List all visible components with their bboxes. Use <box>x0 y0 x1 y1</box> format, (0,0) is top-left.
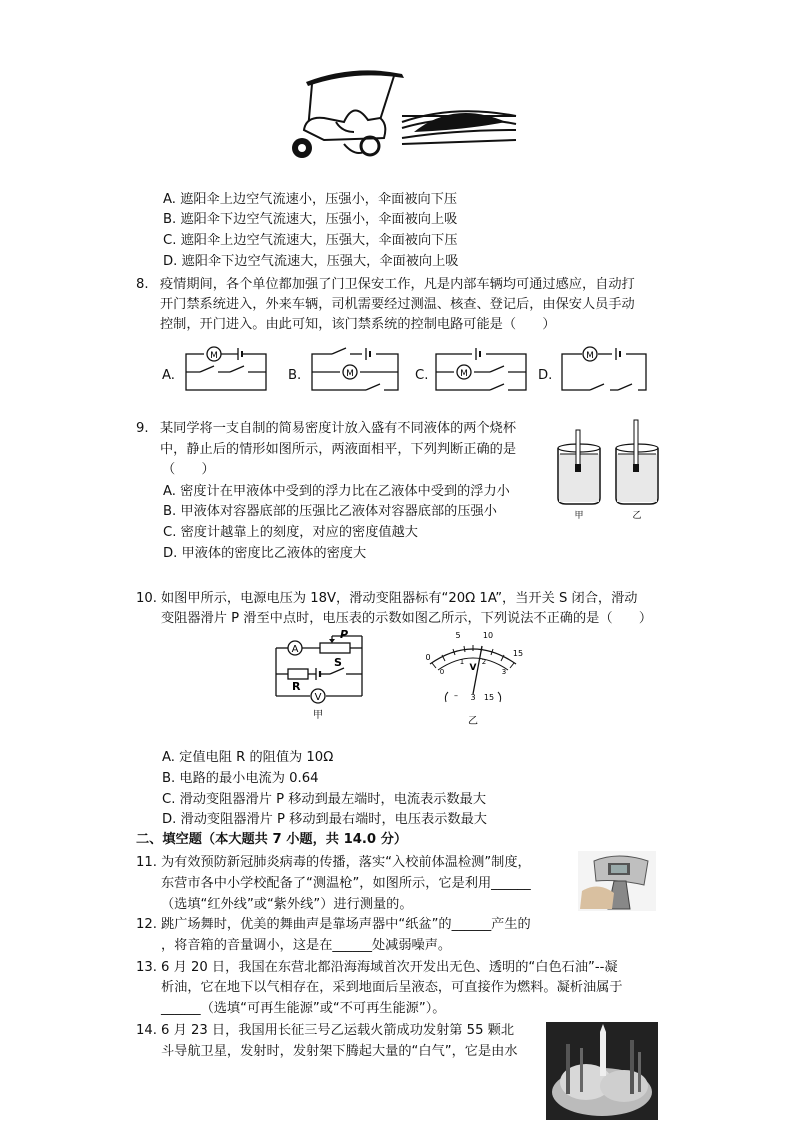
q10-voltmeter-dial <box>420 624 526 730</box>
inner-tick-1: 1 <box>459 658 465 666</box>
motor-icon: M <box>460 369 468 379</box>
q10-number: 10. <box>136 591 157 606</box>
q10-stem-line-2: 变阻器滑片 P 滑至中点时，电压表的示数如图乙所示，下列说法不正确的是（ ） <box>161 611 653 626</box>
q10-option-d: D. 滑动变阻器滑片 P 移动到最右端时，电压表示数最大 <box>162 812 487 827</box>
q8-circuit-d <box>556 344 652 396</box>
beaker-label-yi: 乙 <box>632 511 642 521</box>
motor-icon: M <box>586 351 594 361</box>
slider-label: P <box>340 630 349 641</box>
q8-stem-line-1: 疫情期间，各个单位都加强了门卫保安工作，凡是内部车辆均可通过感应，自动打 <box>160 277 635 292</box>
q9-stem-line-3: （ ） <box>162 462 215 477</box>
scooter-umbrella-figure <box>284 60 524 168</box>
q9-stem-line-2: 中，静止后的情形如图所示，两液面相平，下列判断正确的是 <box>160 442 517 457</box>
q8-label-a: A. <box>162 368 175 383</box>
q14-number: 14. <box>136 1023 157 1038</box>
q11-number: 11. <box>136 855 157 870</box>
q13-line-1: 6 月 20 日，我国在东营北都沿海海域首次开发出无色、透明的“白色石油”--凝 <box>161 960 618 975</box>
inner-tick-2: 2 <box>481 658 487 666</box>
outer-tick-0: 0 <box>425 653 431 662</box>
q7-option-c: C. 遮阳伞上边空气流速大，压强大，伞面被向下压 <box>163 233 458 248</box>
ammeter-icon: A <box>291 644 299 655</box>
q13-line-2: 析油，它在地下以气相存在，采到地面后呈液态，可直接作为燃料。凝析油属于 <box>161 980 623 995</box>
q7-option-d: D. 遮阳伞下边空气流速大，压强大，伞面被向上吸 <box>163 254 459 269</box>
voltmeter-icon: V <box>314 692 322 703</box>
q7-option-b: B. 遮阳伞下边空气流速大，压强小，伞面被向上吸 <box>163 212 458 227</box>
q13-line-3: ______（选填“可再生能源”或“不可再生能源”）。 <box>161 1001 446 1016</box>
q8-circuit-c <box>430 344 532 396</box>
meter-caption: 乙 <box>468 716 478 727</box>
q12-line-2: ，将音箱的音量调小，这是在______处减弱噪声。 <box>161 938 452 953</box>
q9-stem-line-1: 某同学将一支自制的简易密度计放入盛有不同液体的两个烧杯 <box>160 421 517 436</box>
q10-option-a: A. 定值电阻 R 的阻值为 10Ω <box>162 750 334 765</box>
beaker-label-jia: 甲 <box>574 511 584 521</box>
q11-line-3: （选填“红外线”或“紫外线”）进行测量的。 <box>161 897 413 912</box>
terminal-minus: – <box>454 691 458 700</box>
outer-tick-10: 10 <box>482 631 494 640</box>
q14-line-1: 6 月 23 日，我国用长征三号乙运载火箭成功发射第 55 颗北 <box>161 1023 515 1038</box>
section-heading: 二、填空题（本大题共 7 小题，共 14.0 分） <box>136 832 408 847</box>
q9-option-b: B. 甲液体对容器底部的压强比乙液体对容器底部的压强小 <box>163 504 497 519</box>
q8-label-c: C. <box>415 368 429 383</box>
q10-stem-line-1: 如图甲所示，电源电压为 18V，滑动变阻器标有“20Ω 1A”，当开关 S 闭合，滑动 <box>161 591 638 606</box>
q11-line-1: 为有效预防新冠肺炎病毒的传播，落实“入校前体温检测”制度， <box>161 855 531 870</box>
outer-tick-15: 15 <box>512 649 524 658</box>
q8-circuit-a <box>180 344 272 396</box>
inner-tick-3: 3 <box>501 668 507 676</box>
q8-label-b: B. <box>288 368 302 383</box>
q10-option-c: C. 滑动变阻器滑片 P 移动到最左端时，电流表示数最大 <box>162 792 487 807</box>
q11-line-2: 东营市各中小学校配备了“测温枪”，如图所示，它是利用______ <box>161 876 531 891</box>
resistor-label: R <box>292 680 301 693</box>
terminal-3: 3 <box>470 693 476 702</box>
circuit-caption: 甲 <box>313 710 323 721</box>
rocket-launch-photo <box>546 1022 658 1120</box>
q9-option-c: C. 密度计越靠上的刻度，对应的密度值越大 <box>163 525 418 540</box>
q8-stem-line-3: 控制，开门进入。由此可知，该门禁系统的控制电路可能是（ ） <box>160 317 556 332</box>
q13-number: 13. <box>136 960 157 975</box>
q9-beakers-figure <box>552 418 664 522</box>
motor-icon: M <box>346 369 354 379</box>
outer-tick-5: 5 <box>455 631 461 640</box>
q8-circuit-b <box>306 344 406 396</box>
q10-option-b: B. 电路的最小电流为 0.64 <box>162 771 319 786</box>
q7-option-a: A. 遮阳伞上边空气流速小，压强小，伞面被向下压 <box>163 192 458 207</box>
q9-option-a: A. 密度计在甲液体中受到的浮力比在乙液体中受到的浮力小 <box>163 484 510 499</box>
unit-label: V <box>469 663 477 673</box>
q14-line-2: 斗导航卫星，发射时，发射架下腾起大量的“白气”，它是由水 <box>161 1044 518 1059</box>
inner-tick-0: 0 <box>439 668 445 676</box>
q8-label-d: D. <box>538 368 553 383</box>
q8-stem-line-2: 开门禁系统进入，外来车辆，司机需要经过测温、核查、登记后，由保安人员手动 <box>160 297 635 312</box>
terminal-15: 15 <box>483 693 495 702</box>
q10-circuit-jia <box>264 630 374 722</box>
q12-line-1: 跳广场舞时，优美的舞曲声是靠场声器中“纸盆”的______产生的 <box>161 917 531 932</box>
q12-number: 12. <box>136 917 157 932</box>
q9-option-d: D. 甲液体的密度比乙液体的密度大 <box>163 546 367 561</box>
q8-number: 8. <box>136 277 149 292</box>
thermometer-gun-photo <box>578 851 656 911</box>
q9-number: 9. <box>136 421 149 436</box>
motor-icon: M <box>210 351 218 361</box>
switch-label: S <box>334 656 342 669</box>
